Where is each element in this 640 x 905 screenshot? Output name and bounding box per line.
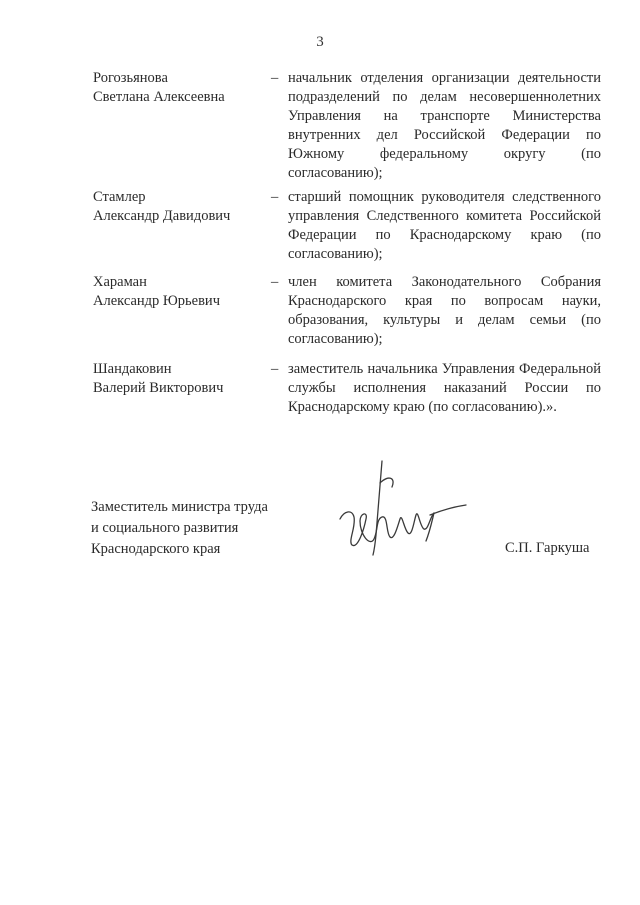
handwritten-signature xyxy=(330,455,480,565)
member-given-names: Светлана Алексеевна xyxy=(93,89,225,105)
signature-stroke xyxy=(430,505,466,515)
member-name xyxy=(93,273,268,311)
page-number: 3 xyxy=(316,34,324,50)
signatory-title-line: и социального развития xyxy=(91,520,239,536)
entry-dash: – xyxy=(271,189,279,205)
member-name xyxy=(93,69,268,107)
signer-name: С.П. Гаркуша xyxy=(505,540,590,556)
member-name xyxy=(93,360,268,398)
member-name xyxy=(93,188,268,226)
signatory-title xyxy=(91,497,291,560)
signatory-title-line: Краснодарского края xyxy=(91,541,221,557)
signature-stroke xyxy=(373,461,382,555)
member-given-names: Александр Юрьевич xyxy=(93,293,220,309)
member-surname: Рогозьянова xyxy=(93,70,168,86)
member-position: заместитель начальника Управления Федеральной службы исполнения наказаний России по Краснодарскому краю (по согласованию).». xyxy=(288,361,601,415)
member-surname: Стамлер xyxy=(93,189,146,205)
member-position: начальник отделения организации деятельности подразделений по делам несовершеннолетних Управления на транспорте Министерства внутренних дел Российской Федерации по Южному федеральному округу (по согласованию); xyxy=(288,70,601,181)
member-given-names: Валерий Викторович xyxy=(93,380,224,396)
member-surname: Хараман xyxy=(93,274,147,290)
signature-stroke xyxy=(340,512,434,546)
member-surname: Шандаковин xyxy=(93,361,172,377)
member-position: старший помощник руководителя следственного управления Следственного комитета Российской Федерации по Краснодарскому краю (по согласованию); xyxy=(288,189,601,262)
entry-dash: – xyxy=(271,70,279,86)
signatory-title-line: Заместитель министра труда xyxy=(91,499,268,515)
entry-dash: – xyxy=(271,274,279,290)
member-position: член комитета Законодательного Собрания Краснодарского края по вопросам науки, образования, культуры и делам семьи (по согласованию); xyxy=(288,274,601,347)
entry-dash: – xyxy=(271,361,279,377)
member-given-names: Александр Давидович xyxy=(93,208,231,224)
signature-stroke xyxy=(380,478,393,487)
